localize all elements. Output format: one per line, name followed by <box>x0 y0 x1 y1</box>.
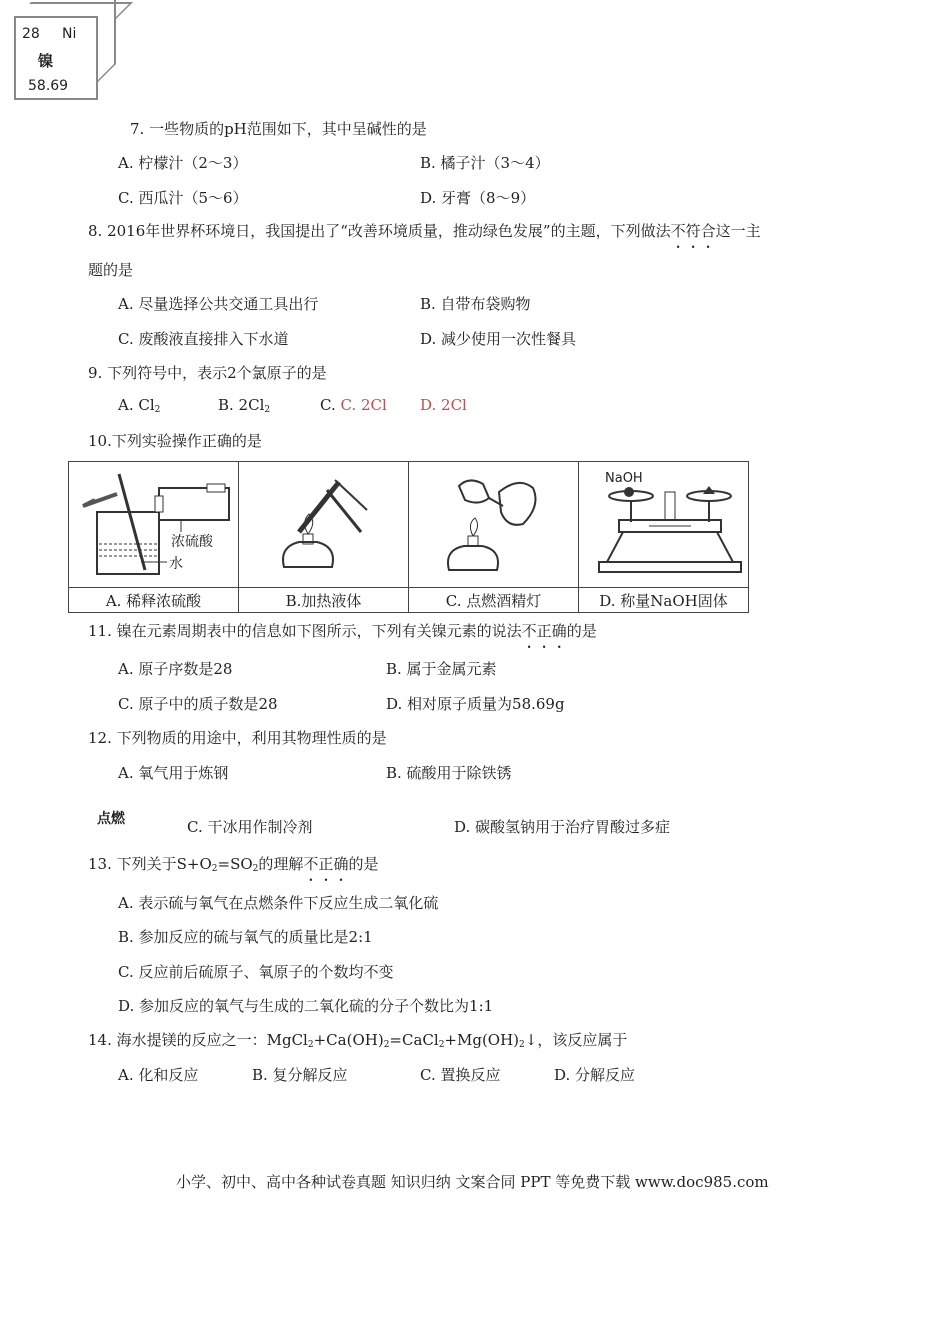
q11-stem-tail: 的是 <box>566 622 597 640</box>
q8-stem <box>88 220 761 241</box>
emphasis-char: 不 <box>670 222 686 240</box>
element-symbol: Ni <box>62 26 77 42</box>
emphasis-char: 正 <box>536 622 552 640</box>
q12-option-c: C. 干冰用作制冷剂 <box>187 818 313 836</box>
q12-stem: 12. 下列物质的用途中，利用其物理性质的是 <box>88 729 387 747</box>
q9-stem: 9. 下列符号中，表示2个氯原子的是 <box>88 364 327 382</box>
dilute-acid-illustration <box>69 462 238 583</box>
tile-front <box>14 16 98 100</box>
q14-option-c: C. 置换反应 <box>420 1066 501 1084</box>
q11-option-c: C. 原子中的质子数是28 <box>118 695 278 713</box>
q10-image-c <box>409 462 579 588</box>
emphasis-char: 符 <box>685 222 701 240</box>
q7-stem: 7. 一些物质的pH范围如下，其中呈碱性的是 <box>130 120 427 138</box>
q9-option-d: D. 2Cl <box>420 396 467 414</box>
emphasis-char: 正 <box>318 855 334 873</box>
q7-option-b: B. 橘子汁（3～4） <box>420 154 550 172</box>
tile-side-face <box>96 0 116 84</box>
atomic-mass: 58.69 <box>28 78 69 94</box>
q14-option-a: A. 化和反应 <box>118 1066 199 1084</box>
q8-option-d: D. 减少使用一次性餐具 <box>420 330 577 348</box>
emphasis-char: 不 <box>521 622 537 640</box>
balance-illustration <box>579 462 748 583</box>
q11-option-a: A. 原子序数是28 <box>118 660 233 678</box>
q9-option-b: B. $2Cl_2$ <box>218 396 271 415</box>
q10-image-a <box>69 462 239 588</box>
q10-caption-b: B.加热液体 <box>239 588 409 613</box>
ignition-label: 点燃 <box>97 811 125 827</box>
footer-text: 小学、初中、高中各种试卷真题 知识归纳 文案合同 PPT 等免费下载 www.doc985.com <box>176 1173 769 1191</box>
heat-liquid-illustration <box>239 462 408 583</box>
q7-option-c: C. 西瓜汁（5～6） <box>118 189 248 207</box>
q12-option-b: B. 硫酸用于除铁锈 <box>386 764 512 782</box>
q14-option-d: D. 分解反应 <box>554 1066 636 1084</box>
emphasis-char: 不 <box>303 855 319 873</box>
q10-caption-a: A. 稀释浓硫酸 <box>69 588 239 613</box>
q10-caption-d: D. 称量NaOH固体 <box>579 588 749 613</box>
q11-option-b: B. 属于金属元素 <box>386 660 497 678</box>
q14-stem: 14. 海水提镁的反应之一：$MgCl_2+Ca(OH)_2=CaCl_2+Mg(OH)_2↓$，该反应属于 <box>88 1031 628 1050</box>
q7-option-a: A. 柠檬汁（2～3） <box>118 154 248 172</box>
q11-option-d: D. 相对原子质量为58.69g <box>386 695 565 713</box>
q14-option-b: B. 复分解反应 <box>252 1066 348 1084</box>
q8-option-a: A. 尽量选择公共交通工具出行 <box>118 295 319 313</box>
light-lamp-illustration <box>409 462 578 583</box>
q12-option-d: D. 碳酸氢钠用于治疗胃酸过多症 <box>454 818 671 836</box>
q9-option-a: A. $Cl_2$ <box>118 396 161 415</box>
q8-stem-tail: 这一主 <box>715 222 761 240</box>
q13-option-a: A. 表示硫与氧气在点燃条件下反应生成二氧化硫 <box>118 894 439 912</box>
q12-option-a: A. 氧气用于炼钢 <box>118 764 229 782</box>
label-water: 水 <box>169 556 183 572</box>
element-name: 镍 <box>38 52 54 70</box>
q13-option-d: D. 参加反应的氧气与生成的二氧化硫的分子个数比为1:1 <box>118 997 494 1015</box>
label-naoh: NaOH <box>605 471 643 486</box>
label-concentrated-acid: 浓硫酸 <box>171 534 213 550</box>
emphasis-char: 确 <box>333 855 349 873</box>
q10-caption-c: C. 点燃酒精灯 <box>409 588 579 613</box>
q11-stem-text: 11. 镍在元素周期表中的信息如下图所示，下列有关镍元素的说法 <box>88 622 522 640</box>
q13-option-b: B. 参加反应的硫与氧气的质量比是2:1 <box>118 928 373 946</box>
q13-stem: 13. 下列关于$S+O_2=SO_2$的理解不正确的是 <box>88 855 379 874</box>
q8-stem-text: 8. 2016年世界杯环境日，我国提出了“改善环境质量，推动绿色发展”的主题，下列做法 <box>88 222 671 240</box>
q9-option-c: C. C. 2Cl <box>320 396 387 414</box>
q13-option-c: C. 反应前后硫原子、氧原子的个数均不变 <box>118 963 394 981</box>
atomic-number: 28 <box>22 26 40 42</box>
q10-image-d <box>579 462 749 588</box>
emphasis-char: 合 <box>700 222 716 240</box>
q8-option-c: C. 废酸液直接排入下水道 <box>118 330 289 348</box>
q11-stem <box>88 620 597 641</box>
q10-stem: 10.下列实验操作正确的是 <box>88 432 262 450</box>
emphasis-char: 确 <box>551 622 567 640</box>
q10-image-b <box>239 462 409 588</box>
q8-stem-line2: 题的是 <box>88 261 134 279</box>
q8-option-b: B. 自带布袋购物 <box>420 295 531 313</box>
q10-operation-table <box>68 461 749 613</box>
q7-option-d: D. 牙膏（8～9） <box>420 189 536 207</box>
